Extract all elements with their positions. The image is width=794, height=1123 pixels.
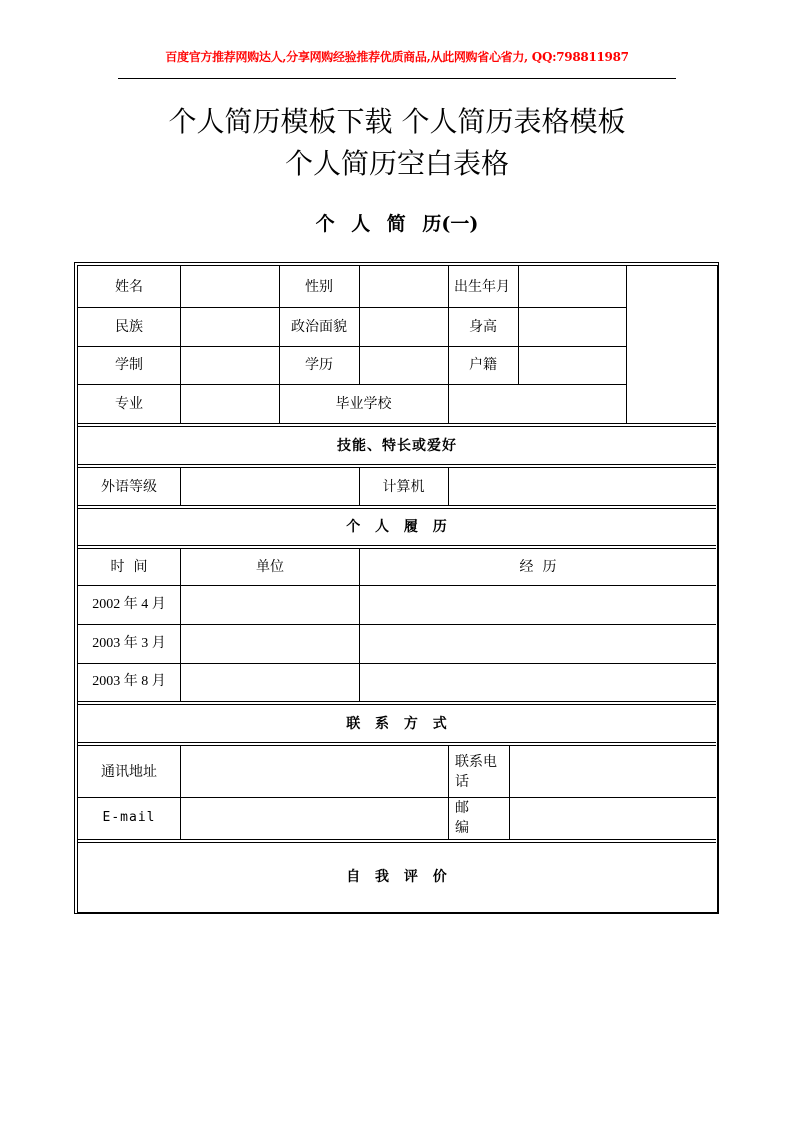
name-label: 姓名 [115,278,143,295]
phone-label: 联系电话 [455,753,497,790]
address-field[interactable] [181,746,448,797]
history-row-unit-field[interactable] [181,663,359,701]
schooling-label: 学制 [115,357,143,373]
history-header-unit: 单位 [256,559,284,575]
promo-banner: 百度官方推荐网购达人,分享网购经验推荐优质商品,从此网购省心省力, QQ:798811987 [165,50,629,64]
name-field[interactable] [181,266,279,307]
schooling-field[interactable] [181,346,279,384]
history-row-unit-field[interactable] [181,585,359,624]
computer-field[interactable] [449,468,716,505]
divider [78,545,716,546]
divider [78,423,716,424]
self-evaluation-section[interactable]: 自 我 评 价 [346,869,448,885]
divider [78,839,716,840]
history-row-time: 2003 年 8 月 [92,674,166,689]
divider [78,742,716,743]
page-title-line1: 个人简历模板下载 个人简历表格模板 [168,105,626,138]
computer-label: 计算机 [382,478,425,495]
gender-field[interactable] [360,266,448,307]
resume-subtitle: 个 人 简 历(一) [315,213,479,235]
political-status-field[interactable] [360,307,448,346]
email-field[interactable] [181,797,448,839]
history-row-time: 2002 年 4 月 [92,596,166,612]
header-rule [118,78,676,79]
divider [78,701,716,702]
email-label: E-mail [102,810,156,825]
education-field[interactable] [360,346,448,384]
divider [78,464,716,465]
graduated-school-field[interactable] [449,384,626,423]
birth-date-label: 出生年月 [454,278,510,295]
ethnicity-label: 民族 [115,318,143,335]
contact-section-title: 联 系 方 式 [346,715,448,732]
height-field[interactable] [519,307,626,346]
gender-label: 性别 [305,278,333,295]
ethnicity-field[interactable] [181,307,279,346]
photo-area[interactable] [627,266,716,423]
major-field[interactable] [181,384,279,423]
postcode-field[interactable] [510,797,716,839]
history-header-time: 时 间 [110,559,148,575]
political-status-label: 政治面貌 [291,318,347,335]
birth-date-field[interactable] [519,266,626,307]
phone-field[interactable] [510,746,716,797]
history-row-experience-field[interactable] [360,663,716,701]
page-title-line2: 个人简历空白表格 [284,147,509,180]
graduated-school-label: 毕业学校 [335,395,392,412]
hukou-label: 户籍 [469,357,497,373]
history-row-time: 2003 年 3 月 [92,635,166,651]
history-row-experience-field[interactable] [360,624,716,663]
history-row-unit-field[interactable] [181,624,359,663]
skills-section-title: 技能、特长或爱好 [337,437,457,454]
height-label: 身高 [469,318,497,335]
hukou-field[interactable] [519,346,626,384]
history-header-experience: 经 历 [519,559,557,575]
language-level-field[interactable] [181,468,359,505]
history-section-title: 个 人 履 历 [346,519,448,535]
history-row-experience-field[interactable] [360,585,716,624]
address-label: 通讯地址 [101,763,157,780]
postcode-label: 邮编 [455,800,469,836]
major-label: 专业 [115,395,143,412]
divider [78,505,716,506]
education-label: 学历 [305,357,333,373]
language-level-label: 外语等级 [101,478,157,495]
